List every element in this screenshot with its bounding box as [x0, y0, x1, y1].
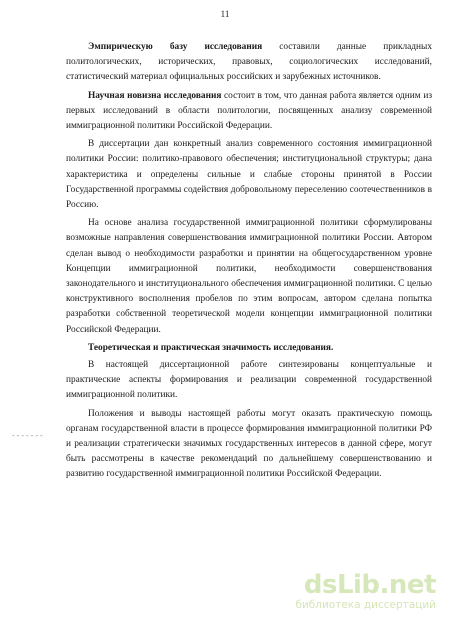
watermark-logo: dsLib.net — [303, 570, 436, 600]
paragraph-text: составили данные прикладных политологических, исторических, правовых, социологических исследований, статистический материал официальных российских и зарубежных источников. — [66, 42, 432, 83]
paragraph-directions — [66, 216, 432, 338]
section-heading-significance: Теоретическая и практическая значимость исследования. — [88, 342, 334, 353]
page-number: 11 — [220, 9, 230, 19]
paragraph-text: В настоящей диссертационной работе синтезированы концептуальные и практические аспекты формирования и реализации современной государственной иммиграционной политики. — [66, 360, 432, 401]
paragraph-analysis — [66, 137, 432, 213]
watermark — [266, 571, 436, 611]
paragraph-text: В диссертации дан конкретный анализ современного состояния иммиграционной политики России: политико-правового обеспечения; институциональной структуры; дана характеристика и определены сильные и слабые стороны принятой в России Государственной программы содействия добровольному переселению соотечественников в Россию. — [66, 139, 432, 211]
watermark-caption: библиотека диссертаций — [295, 599, 436, 611]
paragraph-text: На основе анализа государственной иммиграционной политики сформулированы возможные направления совершенствования иммиграционной политики России. Автором сделан вывод о необходимости разработки и принятии на общегосударственном уровне Концепции иммиграционной политики, необходимости совершенствования законодательного и институционального обеспечения иммиграционной политики. С целью конструктивного восполнения пробелов по этим вопросам, автором сделана попытка разработки собственной теоретической модели концепции иммиграционной политики Российской Федерации. — [66, 218, 432, 335]
paragraph-text: состоит в том, что данная работа является одним из первых исследований в области политологии, посвященных анализу современной иммиграционной политики Российской Федерации. — [66, 90, 433, 132]
paragraph-lead: Научная новизна исследования — [88, 90, 222, 101]
paragraph-synthesis — [66, 358, 432, 404]
scan-artifact-mark: - - - - - - - — [12, 431, 43, 440]
paragraph-text: Положения и выводы настоящей работы могут оказать практическую помощь органам государственной власти в процессе формирования иммиграционной политики РФ и реализации стратегически значимых государственных интересов в данной сфере, могут быть рассмотрены в качестве рекомендаций по дальнейшему совершенствованию и развитию государственной иммиграционной политики Российской Федерации. — [66, 408, 432, 480]
page-body — [66, 40, 432, 486]
paragraph-lead: Эмпирическую базу исследования — [88, 42, 263, 52]
paragraph-empirical-base — [66, 40, 432, 86]
paragraph-scientific-novelty — [66, 89, 432, 135]
paragraph-practical-help — [66, 407, 432, 483]
